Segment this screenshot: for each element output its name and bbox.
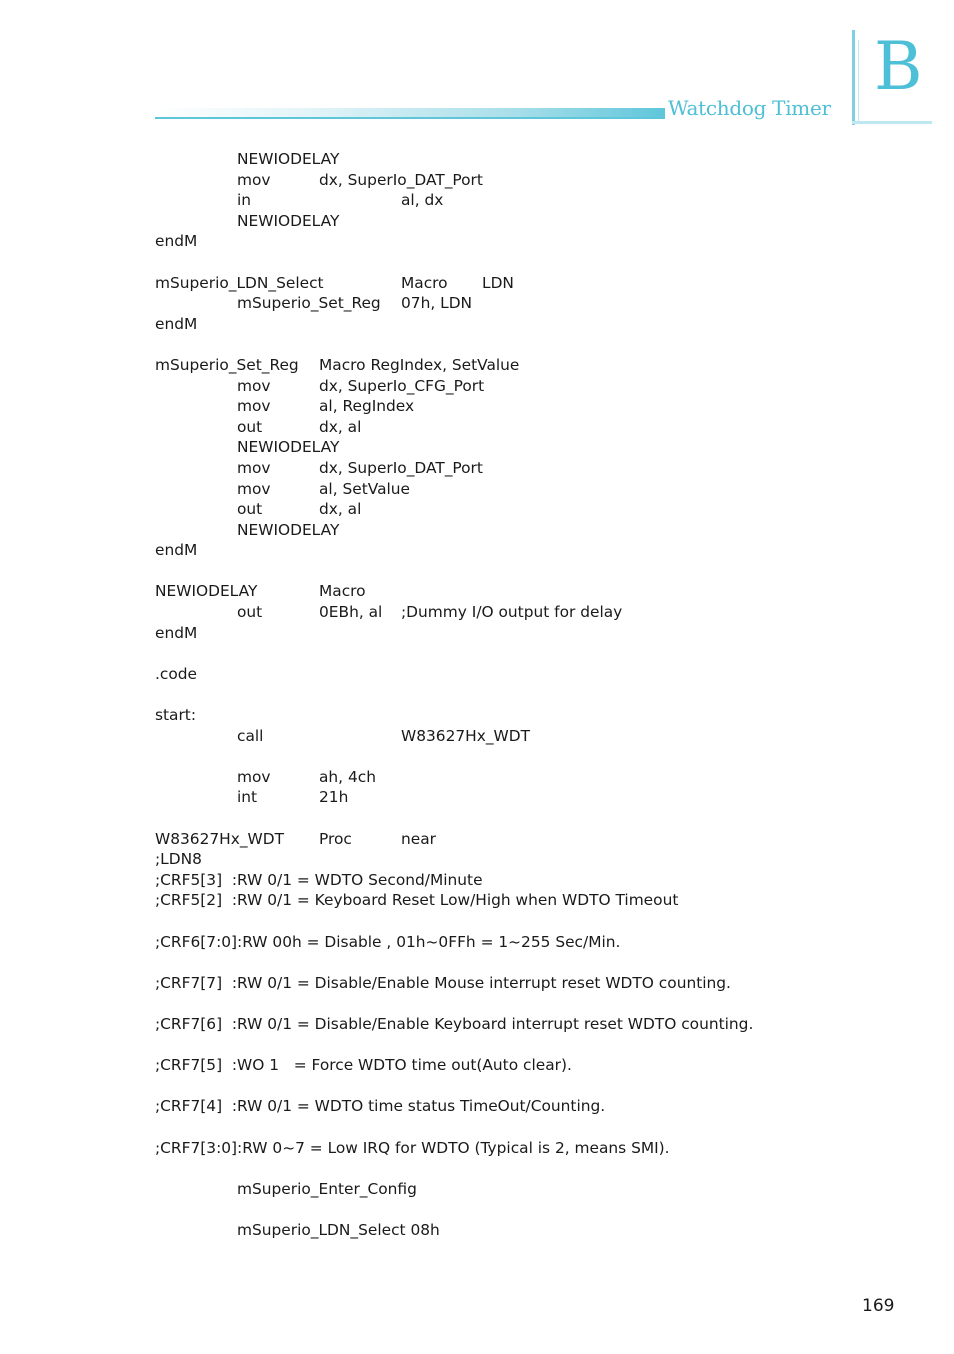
code-token: Proc: [319, 829, 352, 848]
code-token: ;CRF7[6] :RW 0/1 = Disable/Enable Keyboard interrupt reset WDTO counting.: [155, 1014, 754, 1033]
code-token: al, SetValue: [319, 479, 411, 498]
code-token: near: [401, 829, 436, 848]
code-token: NEWIODELAY: [237, 520, 340, 539]
code-token: mov: [237, 170, 271, 189]
code-token: mov: [237, 479, 271, 498]
code-line: [155, 232, 875, 253]
code-token: endM: [155, 314, 198, 333]
code-token: out: [237, 603, 263, 622]
code-line: [155, 377, 875, 398]
code-line: [155, 1180, 875, 1201]
code-token: 21h: [319, 788, 349, 807]
code-line: [155, 418, 875, 439]
code-line: [155, 459, 875, 480]
code-token: al, RegIndex: [319, 397, 415, 416]
code-line: [155, 809, 875, 830]
code-line: [155, 727, 875, 748]
code-token: mSuperio_Set_Reg: [155, 355, 299, 374]
code-line: [155, 644, 875, 665]
code-token: dx, al: [319, 500, 362, 519]
code-line: [155, 500, 875, 521]
code-line: [155, 830, 875, 851]
code-line: [155, 1139, 875, 1160]
code-line: [155, 747, 875, 768]
code-line: [155, 1036, 875, 1057]
appendix-letter: B: [874, 28, 923, 105]
code-token: mov: [237, 397, 271, 416]
code-token: out: [237, 417, 263, 436]
code-line: [155, 294, 875, 315]
code-token: mov: [237, 376, 271, 395]
code-line: [155, 706, 875, 727]
code-token: W83627Hx_WDT: [155, 829, 285, 848]
code-line: [155, 397, 875, 418]
code-listing: [155, 150, 875, 1241]
code-token: ah, 4ch: [319, 767, 376, 786]
code-line: [155, 665, 875, 686]
code-line: [155, 480, 875, 501]
code-line: [155, 438, 875, 459]
appendix-tab-bottom-border: [852, 121, 932, 124]
code-line: [155, 953, 875, 974]
code-line: [155, 1221, 875, 1242]
code-line: [155, 1118, 875, 1139]
code-token: ;CRF5[3] :RW 0/1 = WDTO Second/Minute: [155, 870, 483, 889]
code-line: [155, 1097, 875, 1118]
code-line: [155, 624, 875, 645]
code-token: mSuperio_LDN_Select: [155, 273, 324, 292]
code-line: [155, 912, 875, 933]
code-token: al, dx: [401, 191, 444, 210]
code-token: Macro RegIndex, SetValue: [319, 355, 520, 374]
code-token: endM: [155, 541, 198, 560]
code-line: [155, 1077, 875, 1098]
code-token: ;CRF7[3:0]:RW 0~7 = Low IRQ for WDTO (Typical is 2, means SMI).: [155, 1138, 670, 1157]
code-token: mSuperio_Set_Reg: [237, 294, 381, 313]
code-line: [155, 788, 875, 809]
code-line: [155, 1200, 875, 1221]
code-token: Macro: [401, 273, 448, 292]
appendix-tab-border: [852, 30, 855, 125]
code-token: ;CRF7[4] :RW 0/1 = WDTO time status TimeOut/Counting.: [155, 1097, 606, 1116]
page-number: 169: [862, 1296, 895, 1316]
code-line: [155, 994, 875, 1015]
code-token: 07h, LDN: [401, 294, 473, 313]
code-token: mov: [237, 767, 271, 786]
code-token: start:: [155, 706, 197, 725]
code-token: ;CRF6[7:0]:RW 00h = Disable , 01h~0FFh = 1~255 Sec/Min.: [155, 932, 621, 951]
code-token: mSuperio_LDN_Select 08h: [237, 1220, 440, 1239]
code-token: .code: [155, 664, 198, 683]
section-title: Watchdog Timer: [668, 96, 831, 120]
code-token: ;LDN8: [155, 850, 202, 869]
code-token: NEWIODELAY: [237, 211, 340, 230]
code-line: [155, 212, 875, 233]
code-line: [155, 974, 875, 995]
code-line: [155, 850, 875, 871]
code-line: [155, 171, 875, 192]
code-token: out: [237, 500, 263, 519]
code-line: [155, 521, 875, 542]
code-token: dx, al: [319, 417, 362, 436]
code-line: [155, 150, 875, 171]
code-token: dx, SuperIo_DAT_Port: [319, 458, 483, 477]
code-token: int: [237, 788, 258, 807]
code-line: [155, 191, 875, 212]
code-line: [155, 685, 875, 706]
code-token: call: [237, 726, 264, 745]
code-line: [155, 933, 875, 954]
code-token: dx, SuperIo_CFG_Port: [319, 376, 485, 395]
code-line: [155, 871, 875, 892]
code-line: [155, 582, 875, 603]
code-line: [155, 541, 875, 562]
code-token: dx, SuperIo_DAT_Port: [319, 170, 483, 189]
code-token: NEWIODELAY: [237, 150, 340, 168]
code-token: NEWIODELAY: [155, 582, 258, 601]
code-line: [155, 603, 875, 624]
code-line: [155, 335, 875, 356]
code-line: [155, 274, 875, 295]
code-line: [155, 768, 875, 789]
code-line: [155, 562, 875, 583]
code-token: ;CRF7[5] :WO 1 = Force WDTO time out(Auto clear).: [155, 1056, 572, 1075]
appendix-tab: [852, 30, 932, 125]
code-token: ;CRF5[2] :RW 0/1 = Keyboard Reset Low/High when WDTO Timeout: [155, 891, 679, 910]
code-line: [155, 1056, 875, 1077]
code-line: [155, 1015, 875, 1036]
code-token: endM: [155, 232, 198, 251]
code-line: [155, 356, 875, 377]
code-token: in: [237, 191, 252, 210]
code-token: ;Dummy I/O output for delay: [401, 603, 623, 622]
code-token: endM: [155, 623, 198, 642]
code-line: [155, 253, 875, 274]
code-token: LDN: [482, 273, 514, 292]
code-line: [155, 891, 875, 912]
code-token: W83627Hx_WDT: [401, 726, 531, 745]
code-token: ;CRF7[7] :RW 0/1 = Disable/Enable Mouse interrupt reset WDTO counting.: [155, 973, 731, 992]
code-token: 0EBh, al: [319, 603, 383, 622]
code-line: [155, 315, 875, 336]
code-token: mSuperio_Enter_Config: [237, 1179, 417, 1198]
header-rule: [155, 117, 665, 119]
code-token: Macro: [319, 582, 366, 601]
code-line: [155, 1159, 875, 1180]
code-token: NEWIODELAY: [237, 438, 340, 457]
code-token: mov: [237, 458, 271, 477]
appendix-tab-inner-border: [858, 40, 859, 122]
